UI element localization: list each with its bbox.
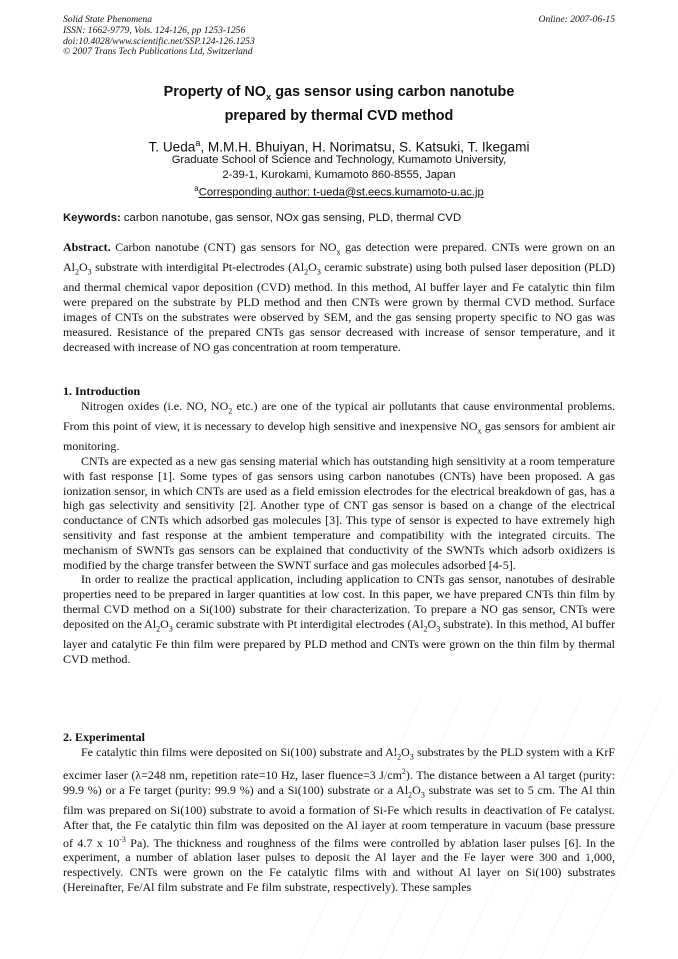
keywords-text: carbon nanotube, gas sensor, NOx gas sensing, PLD, thermal CVD [120, 212, 462, 224]
corresponding-author-link[interactable]: Corresponding author: t-ueda@st.eecs.kumamoto-u.ac.jp [198, 186, 484, 199]
subscript: 2 [397, 752, 402, 762]
subscript: 3 [420, 790, 425, 800]
paragraph-text: O [427, 616, 437, 631]
subscript: x [477, 426, 482, 436]
journal-header [63, 15, 615, 58]
affiliation-line-1: Graduate School of Science and Technology, Kumamoto University, [171, 154, 507, 166]
subscript: 2 [156, 624, 161, 634]
title-part: Property of NO [163, 84, 266, 100]
paragraph-text: O [401, 744, 410, 759]
copyright-line: © 2007 Trans Tech Publications Ltd, Switzerland [63, 46, 253, 58]
superscript: 2 [401, 766, 406, 776]
paragraph-text: substrate). In this method, Al buffer layer and catalytic Fe thin film were prepared by PLD method and CNTs were grown on the thin film by thermal CVD method. [63, 616, 615, 666]
paragraph-text: Pa). The thickness and roughness of the films were controlled by ablation laser pulses [6]. In the experiment, a number of ablation laser pulses to deposit the Al layer and the Fe layer were 300 and 1,000, respectively. CNTs were grown on the Fe catalytic films with and without Al layer on Si(100) substrates (Hereinafter, Fe/Al film substrate and Fe film substrate, respectively). These samples [63, 835, 616, 894]
subscript: x [336, 247, 341, 257]
abstract-text: O [79, 260, 88, 275]
abstract-label: Abstract. [63, 240, 111, 254]
subscript: 2 [304, 267, 309, 277]
intro-paragraph-2: CNTs are expected as a new gas sensing material which has outstanding high sensitivity at a room temperature with fast response [1]. Some types of gas sensors using carbon nanotubes (CNTs) have been proposed. A gas ionization sensor, in which CNTs are used as a field emission electrodes for the electrical breakdown of gas, has a high gas selectivity and sensitivity [2]. Another type of CNT gas sensor is based on a change of the electrical conductance of CNTs which adsorbed gas molecules [3]. This type of sensor is expected to have extremely high sensitivity and fast response at the ambient temperature and compatibility with the integrated circuits. The mechanism of SWNTs gas sensors can be explained that conductivity of the SWNTs which adsorb oxidizers is modified by the charge transfer between the SWNT surface and gas molecules adsorbed [4-5]. [63, 453, 615, 572]
introduction-section [63, 384, 615, 667]
experimental-section [63, 730, 615, 895]
title-part: gas sensor using carbon nanotube [271, 84, 515, 100]
keywords-label: Keywords: [63, 212, 121, 224]
subscript: 2 [423, 624, 428, 634]
subscript: 2 [228, 406, 233, 416]
paragraph-text: etc.) are one of the typical air pollutants that cause environmental problems. From this point of view, it is necessary to develop high sensitive and inexpensive NO [63, 398, 615, 433]
paragraph-text: O [160, 616, 169, 631]
paragraph-text: ceramic substrate with Pt interdigital electrodes (Al [172, 616, 424, 631]
paragraph-text: substrate was set to 5 cm. The Al thin film was prepared on Si(100) substrate to avoid a formation of Si-Fe which results in deactivation of Fe catalyst. After that, the Fe catalytic thin film was deposited on the Al layer at room temperature in vacuum (base pressure of 4.7 x 10 [63, 782, 615, 850]
issn-line: ISSN: 1662-9779, Vols. 124-126, pp 1253-1256 [63, 24, 246, 36]
subscript: 3 [409, 752, 414, 762]
section-heading: 1. Introduction [63, 384, 141, 398]
section-heading: 2. Experimental [63, 730, 145, 744]
subscript: 2 [75, 267, 79, 277]
paragraph-text: Fe catalytic thin films were deposited on Si(100) substrate and Al [81, 744, 398, 759]
paragraph-text: gas sensors for ambient air monitoring. [63, 418, 615, 454]
subscript: 3 [316, 267, 321, 277]
doi-line: doi:10.4028/www.scientific.net/SSP.124-126.1253 [63, 35, 255, 47]
abstract-text: ceramic substrate) using both pulsed laser deposition (PLD) and thermal chemical vapor deposition (CVD) method. In this method, Al buffer layer and Fe catalytic thin film were prepared on the substrate by PLD method and then CNTs were grown by thermal CVD method. Surface images of CNTs on the substrates were observed by SEM, and the gas sensing property specific to NO gas was measured. Resistance of the prepared CNTs gas sensor decreased with increase of sensor temperature, and it decreased with increase of NO gas concentration at room temperature. [63, 260, 615, 354]
affiliation [63, 153, 615, 200]
abstract-text: O [308, 260, 317, 275]
title-line-2: prepared by thermal CVD method [224, 107, 454, 124]
paper-title [63, 83, 615, 125]
abstract-text: substrate with interdigital Pt-electrodes (Al [91, 260, 305, 275]
abstract [63, 240, 615, 354]
subscript: 3 [436, 624, 441, 634]
journal-name: Solid State Phenomena [63, 14, 152, 25]
intro-paragraph-3 [63, 572, 615, 666]
author-first: T. Ueda [148, 139, 196, 155]
online-date: Online: 2007-06-15 [538, 14, 615, 25]
abstract-text: gas detection were prepared. CNTs were grown on an Al [63, 240, 615, 275]
intro-paragraph-1 [63, 399, 615, 454]
experimental-paragraph [63, 745, 615, 895]
corr-superscript: a [194, 184, 199, 193]
author-rest: , M.M.H. Bhuiyan, H. Norimatsu, S. Katsuki, T. Ikegami [200, 139, 530, 155]
keywords [63, 211, 623, 225]
subscript: 3 [87, 267, 92, 277]
paragraph-text: ). The distance between a Al target (purity: 99.9 %) or a Fe target (purity: 99.9 %) and a Si(100) substrate or a Al [63, 767, 615, 797]
paragraph-text: O [412, 782, 421, 797]
author-superscript: a [195, 138, 201, 148]
paragraph-text: In order to realize the practical application, including application to CNTs gas sensor, nanotubes of desirable properties need to be prepared in larger quantities at low cost. In this paper, we have prepared CNTs thin film by thermal CVD method on a Si(100) substrate for their characterization. To prepare a NO gas sensor, CNTs were deposited on the Al [63, 572, 615, 631]
subscript: 3 [168, 624, 173, 634]
subscript: 2 [408, 790, 413, 800]
paragraph-text: Nitrogen oxides (i.e. NO, NO [81, 398, 229, 413]
title-subscript: x [265, 91, 272, 103]
paragraph-text: substrates by the PLD system with a KrF excimer laser (λ=248 nm, repetition rate=10 Hz, laser fluence=3 J/cm [63, 744, 615, 782]
affiliation-line-2: 2-39-1, Kurokami, Kumamoto 860-8555, Japan [222, 168, 456, 181]
abstract-text: Carbon nanotube (CNT) gas sensors for NO [110, 240, 337, 254]
superscript: -3 [119, 834, 126, 844]
